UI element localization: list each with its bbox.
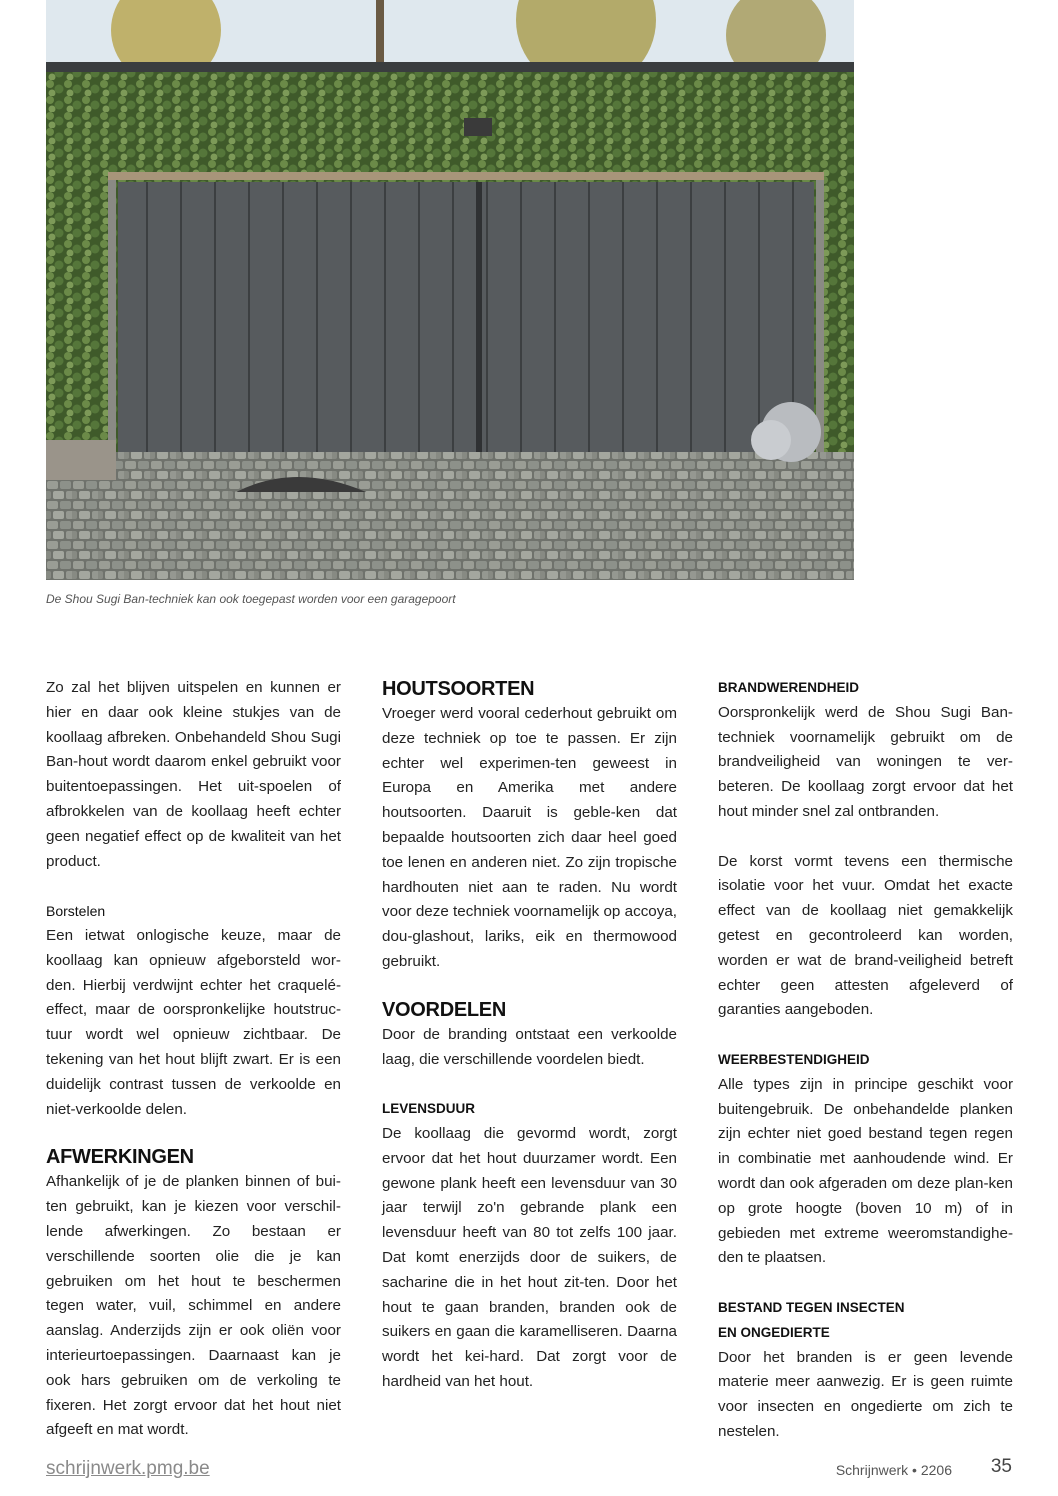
garage-illustration bbox=[46, 0, 854, 580]
paragraph: De korst vormt tevens een thermische isolatie voor het vuur. Omdat het exacte effect van de koollaag niet gemakkelijk getest en gecontroleerd kan worden, worden er wat de brand-veiligheid betreft echter geen attesten afgeleverd of garanties aangeboden. bbox=[718, 852, 1013, 1019]
page-number: 35 bbox=[990, 1456, 1012, 1477]
subheading-brandwerendheid: BRANDWERENDHEID bbox=[718, 680, 859, 695]
subheading-weerbestendigheid: WEERBESTENDIGHEID bbox=[718, 1051, 870, 1067]
subheading-borstelen: Borstelen bbox=[46, 903, 106, 920]
paragraph: De koollaag die gevormd wordt, zorgt ervoor dat het hout duurzamer wordt. Een gewone plank heeft een levensduur van 30 jaar terwijl zo'n gebrande plank een levensduur heeft van 80 tot zelfs 100 jaar. Dat komt enerzijds door de suikers, de sacharine die in het hout zit-ten. Door het hout te gaan branden, branden ook de suikers en gaan die karamelliseren. Daarna wordt het kei-hard. Dat zorgt voor de hardheid van het hout. bbox=[382, 1124, 677, 1390]
subheading-insecten-line2: EN ONGEDIERTE bbox=[718, 1324, 830, 1340]
paragraph: Door de branding ontstaat een verkoolde laag, die verschillende voordelen biedt. bbox=[382, 1025, 677, 1068]
heading-houtsoorten: HOUTSOORTEN bbox=[382, 678, 535, 700]
footer-magazine-issue: Schrijnwerk • 2206 bbox=[835, 1462, 952, 1478]
paragraph: Oorspronkelijk werd de Shou Sugi Ban-techniek voornamelijk gebruikt om de brandveiligheid van woningen te ver-beteren. De koollaag zorgt ervoor dat het hout minder snel zal ontbranden. bbox=[718, 703, 1013, 820]
footer-website-link[interactable]: schrijnwerk.pmg.be bbox=[46, 1458, 210, 1479]
garage-door-photo bbox=[46, 0, 854, 580]
paragraph: Door het branden is er geen levende materie meer aanwezig. Er is geen ruimte voor insecten en ongedierte om zich te nestelen. bbox=[718, 1348, 1013, 1440]
photo-caption: De Shou Sugi Ban-techniek kan ook toegepast worden voor een garagepoort bbox=[46, 592, 456, 606]
heading-afwerkingen: AFWERKINGEN bbox=[46, 1146, 194, 1169]
paragraph: Alle types zijn in principe geschikt voor buitengebruik. De onbehandelde planken zijn echter niet goed bestand tegen regen in combinatie met aanhoudende wind. Er wordt dan ook afgeraden om deze plan-ken op grote hoogte (boven 10 m) of in gebieden met extreme weeromstandighe-den te plaatsen. bbox=[718, 1075, 1013, 1267]
column-middle bbox=[382, 676, 677, 1395]
column-right bbox=[718, 676, 1013, 1445]
subheading-levensduur: LEVENSDUUR bbox=[382, 1101, 476, 1117]
column-left bbox=[46, 676, 341, 1443]
subheading-insecten-line1: BESTAND TEGEN INSECTEN bbox=[718, 1299, 905, 1315]
paragraph: Zo zal het blijven uitspelen en kunnen er hier en daar ook kleine stukjes van de koollaag afbreken. Onbehandeld Shou Sugi Ban-hout wordt daarom enkel gebruikt voor buitentoepassingen. Het uit-spoelen of afbrokkelen van de koollaag heeft echter geen negatief effect op de kwaliteit van het product. bbox=[46, 679, 341, 870]
paragraph: Een ietwat onlogische keuze, maar de koollaag kan opnieuw afgeborsteld wor-den. Hierbij verdwijnt echter het craquelé-effect, maar de oorspronkelijke houtstruc-tuur wordt wel opnieuw zichtbaar. De tekening van het hout blijft zwart. Er is een duidelijk contrast tussen de verkoolde en niet-verkoolde delen. bbox=[46, 926, 341, 1118]
heading-voordelen: VOORDELEN bbox=[382, 998, 506, 1021]
paragraph: Vroeger werd vooral cederhout gebruikt om deze techniek op toe te passen. Er zijn echter wel experimen-ten geweest in Europa en Amerika met andere houtsoorten. Daaruit is geble-ken dat bepaalde houtsoorten zich daar heel goed toe lenen en anderen niet. Zo zijn tropische hardhouten niet aan te raden. Nu wordt voor deze techniek voornamelijk op accoya, dou-glashout, lariks, eik en thermowood gebruikt. bbox=[382, 705, 677, 970]
subheading-insecten bbox=[718, 1296, 1013, 1346]
paragraph: Afhankelijk of je de planken binnen of bui-ten gebruikt, kan je kiezen voor verschil-lende afwerkingen. Zo bestaan er verschillende soorten olie die je kan gebruiken om het hout te beschermen tegen water, vuil, schimmel en andere aanslag. Anderzijds zijn er ook oliën voor interieurtoepassingen. Daarnaast kan je ook hars gebruiken om de verkoling te fixeren. Het zorgt ervoor dat het hout niet afgeeft en mat wordt. bbox=[46, 1173, 341, 1439]
